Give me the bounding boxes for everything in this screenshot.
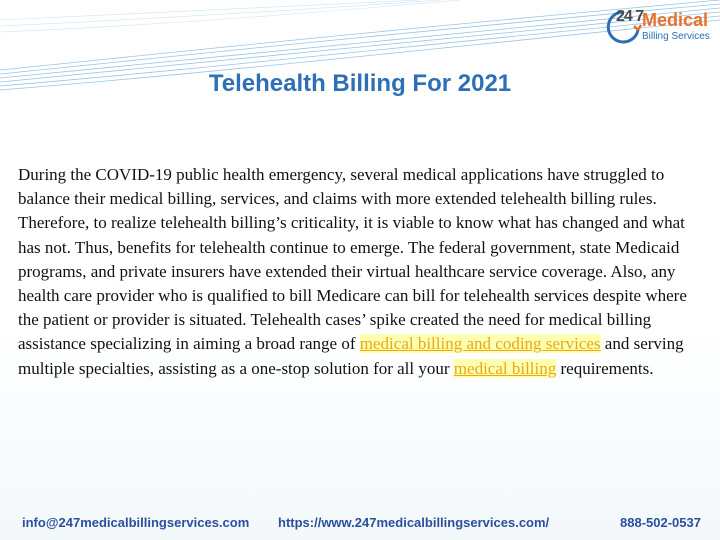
footer-email[interactable]: info@247medicalbillingservices.com (22, 515, 250, 530)
company-logo (604, 6, 714, 48)
logo-number: 24 7 (616, 8, 644, 25)
logo-tagline: Billing Services (642, 31, 710, 42)
footer-url[interactable]: https://www.247medicalbillingservices.com/ (278, 515, 550, 530)
medical-billing-link[interactable]: medical billing (453, 358, 557, 378)
footer (0, 515, 720, 535)
footer-phone: 888-502-0537 (620, 515, 701, 530)
body-text-part-2: and serving multiple specialties, assisting as a one-stop solution for all your (18, 334, 684, 378)
body-text-part-3: requirements. (556, 358, 654, 378)
page-title: Telehealth Billing For 2021 (208, 70, 512, 97)
medical-billing-coding-link[interactable]: medical billing and coding services (359, 334, 601, 354)
body-text-part-1: During the COVID-19 public health emergency, several medical applications have struggled to balance their medical billing, services, and claims with more extended telehealth billing rules. Therefore, to realize telehealth billing’s criticality, it is viable to know what has changed and what has not. Thus, benefits for telehealth continue to emerge. The federal government, state Medicaid programs, and private insurers have extended their virtual healthcare service coverage. Also, any health care provider who is qualified to bill Medicare can bill for telehealth services despite where the patient or provider is situated. Telehealth cases’ spike created the need for medical billing assistance specializing in aiming a broad range of (18, 165, 687, 354)
body-paragraph (18, 163, 708, 381)
logo-brand: Medical (642, 10, 709, 30)
